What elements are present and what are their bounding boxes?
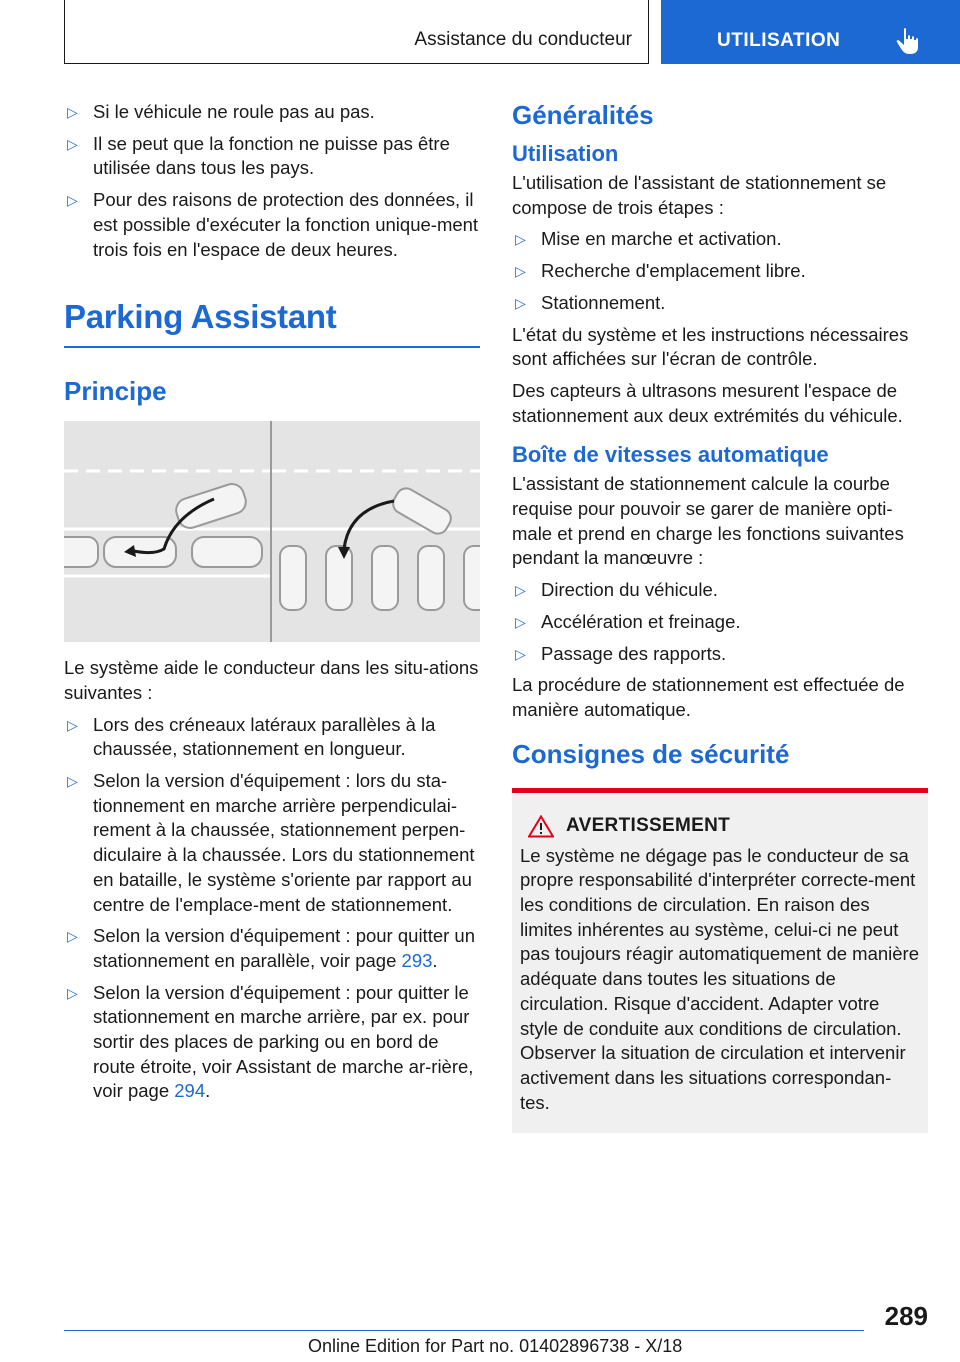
right-column — [512, 100, 928, 1133]
list-item: ▷ Selon la version d'équipement : pour quitter le stationnement en marche arrière, par ex. pour sortir des places de parking ou en bord de route étroite, voir Assistant de marche ar-rière, voir page 294. — [67, 981, 474, 1102]
triangle-bullet-icon: ▷ — [515, 613, 526, 630]
subheading-boite-automatique: Boîte de vitesses automatique — [512, 442, 829, 468]
list-item: ▷ Selon la version d'équipement : pour quitter un stationnement en parallèle, voir page 293. — [67, 925, 475, 971]
triangle-bullet-icon: ▷ — [515, 645, 526, 662]
list-item: ▷ Lors des créneaux latéraux parallèles à la chaussée, stationnement en longueur. — [67, 713, 436, 760]
warning-header — [520, 815, 920, 838]
list-item: ▷ Accélération et freinage. — [512, 610, 928, 635]
footer-edition: Online Edition for Part no. 01402896738 - X/18 — [308, 1336, 683, 1356]
warning-box — [512, 788, 928, 1134]
list-item: ▷ Recherche d'emplacement libre. — [512, 259, 928, 284]
principe-paragraph: Le système aide le conducteur dans les situ-ations suivantes : — [64, 657, 479, 703]
sensors-paragraph: Des capteurs à ultrasons mesurent l'espace de stationnement aux deux extrémités du véhicule. — [512, 379, 903, 426]
utilisation-paragraph: L'utilisation de l'assistant de stationnement se compose de trois étapes : — [512, 172, 887, 218]
boite-paragraph-2: La procédure de stationnement est effectuée de manière automatique. — [512, 674, 905, 720]
hand-pointer-icon — [895, 27, 921, 55]
heading-consignes-securite: Consignes de sécurité — [512, 738, 790, 769]
triangle-bullet-icon: ▷ — [67, 104, 78, 120]
triangle-bullet-icon: ▷ — [67, 716, 78, 733]
chapter-tab[interactable] — [661, 0, 960, 64]
boite-paragraph: L'assistant de stationnement calcule la courbe requise pour pouvoir se garer de manière opti-male et prend en charge les fonctions suivantes pendant la manœuvre : — [512, 473, 904, 569]
subheading-principe: Principe — [64, 376, 167, 407]
list-item: ▷ Il se peut que la fonction ne puisse pas être utilisée dans tous les pays. — [67, 132, 450, 179]
header-section-box — [64, 0, 649, 64]
chapter-tab-label: UTILISATION — [717, 30, 841, 51]
parking-illustration — [64, 421, 480, 642]
triangle-bullet-icon: ▷ — [67, 773, 78, 790]
page-link-294[interactable]: 294 — [174, 1080, 206, 1102]
heading-generalites: Généralités — [512, 100, 654, 130]
section-title: Assistance du conducteur — [414, 29, 632, 50]
page-number: 289 — [884, 1301, 928, 1331]
triangle-bullet-icon: ▷ — [67, 984, 78, 1001]
list-item: ▷ Si le véhicule ne roule pas au pas. — [64, 100, 480, 125]
list-item: ▷ Selon la version d'équipement : lors du sta-tionnement en marche arrière perpendiculai-rement à la chaussée, stationnement perpen-diculaire à la chaussée. Lors du stationnement en bataille, le système s'oriente par rapport au centre de l'emplace-ment de stationnement. — [67, 770, 475, 915]
left-column — [64, 100, 480, 1111]
warning-text: Le système ne dégage pas le conducteur de sa propre responsabilité d'interpréter correcte-ment les conditions de circulation. En raison des limites inhérentes au système, celui-ci ne peut pas toujours réagir automatiquement de manière adéquate dans toutes les situations de circulation. Risque d'accident. Adapter votre style de conduite aux conditions de circulation. Observer la situation de circulation et intervenir activement dans les situations correspondan-tes. — [520, 844, 920, 1113]
warning-title: AVERTISSEMENT — [566, 815, 731, 837]
page-link-293[interactable]: 293 — [401, 949, 433, 971]
triangle-bullet-icon: ▷ — [515, 582, 526, 599]
subheading-utilisation: Utilisation — [512, 141, 619, 166]
status-paragraph: L'état du système et les instructions nécessaires sont affichées sur l'écran de contrôle. — [512, 323, 909, 370]
warning-triangle-icon — [528, 815, 554, 838]
list-item: ▷ Mise en marche et activation. — [512, 227, 928, 252]
triangle-bullet-icon: ▷ — [515, 231, 526, 248]
triangle-bullet-icon: ▷ — [67, 192, 78, 209]
section-heading-parking-assistant: Parking Assistant — [64, 298, 480, 348]
triangle-bullet-icon: ▷ — [515, 294, 526, 311]
list-item: ▷ Passage des rapports. — [512, 642, 928, 667]
footer-divider — [64, 1330, 864, 1331]
list-item: ▷ Stationnement. — [512, 291, 928, 316]
list-item: ▷ Direction du véhicule. — [512, 578, 928, 603]
list-item: ▷ Pour des raisons de protection des données, il est possible d'exécuter la fonction unique-ment trois fois en l'espace de deux heures. — [67, 189, 479, 260]
triangle-bullet-icon: ▷ — [515, 263, 526, 280]
triangle-bullet-icon: ▷ — [67, 135, 78, 152]
triangle-bullet-icon: ▷ — [67, 928, 78, 945]
